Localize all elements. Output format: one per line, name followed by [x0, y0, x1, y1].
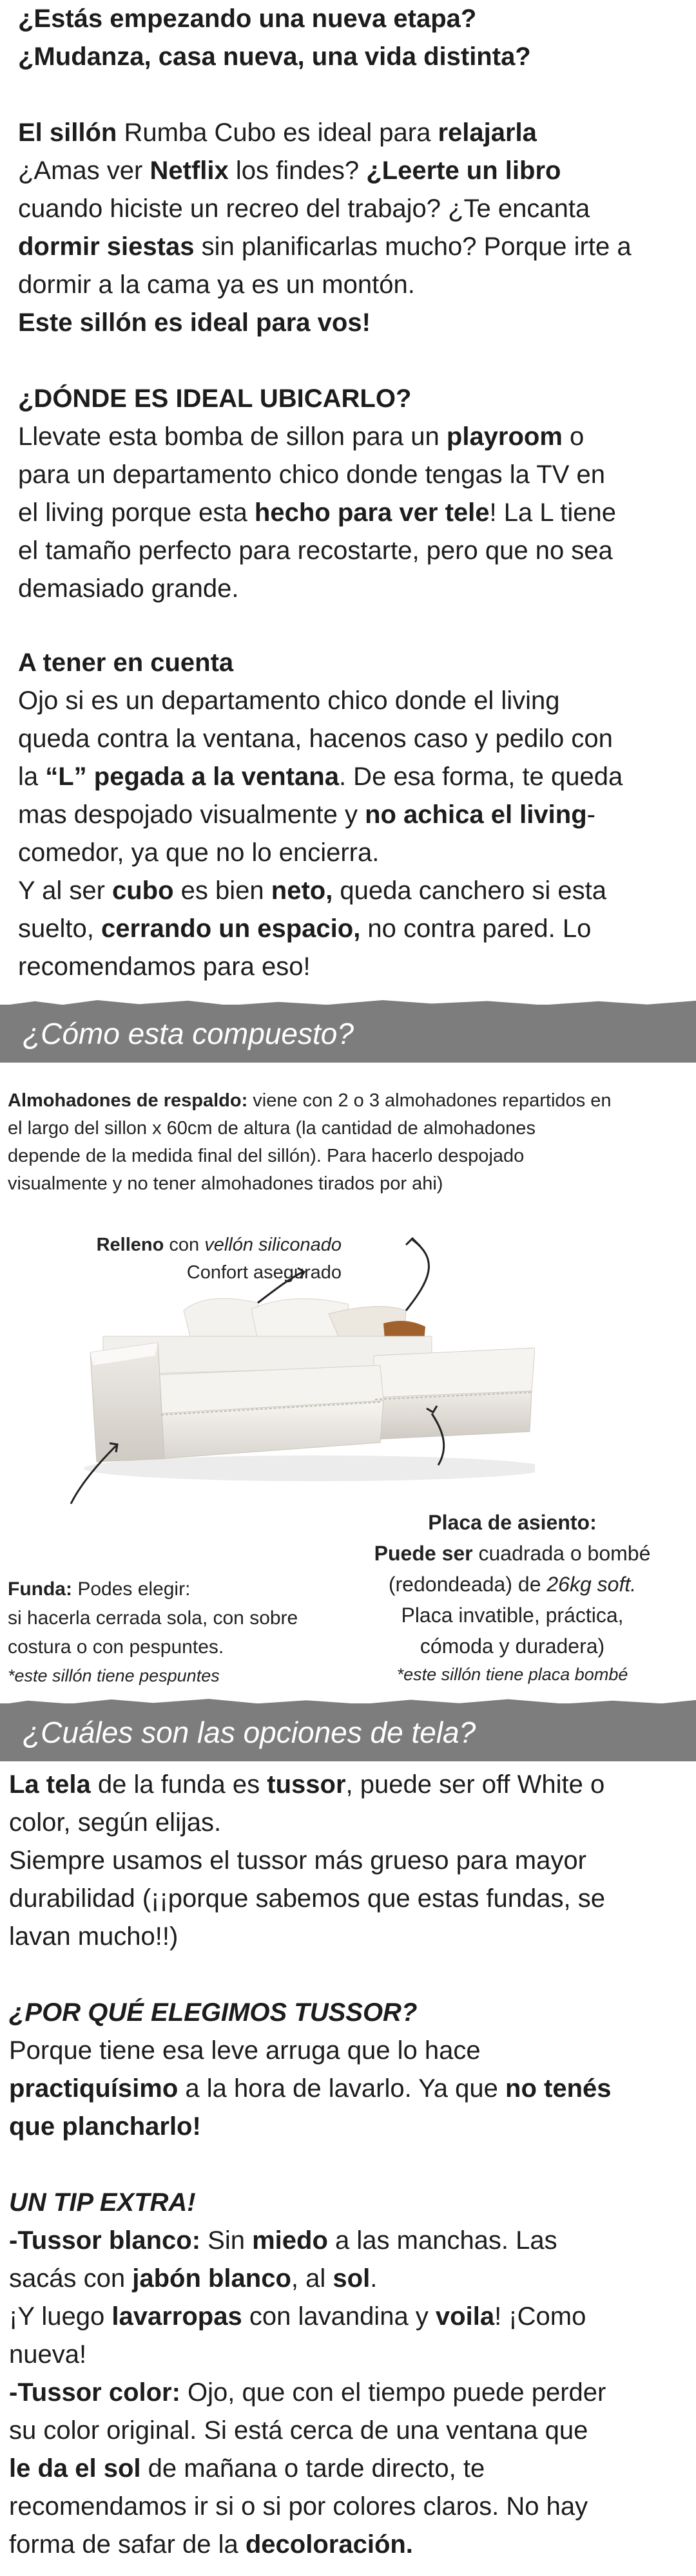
tip1-line-1: -Tussor blanco: Sin miedo a las manchas. Las — [9, 2226, 557, 2255]
intro-question-2: ¿Mudanza, casa nueva, una vida distinta? — [18, 43, 531, 71]
intro-question-1: ¿Estás empezando una nueva etapa? — [18, 5, 477, 33]
tip2-line-3: le da el sol de mañana o tarde directo, te — [9, 2454, 485, 2483]
banner-fabric — [0, 1703, 696, 1761]
arrow-fill — [258, 1272, 303, 1303]
spacer — [18, 76, 682, 114]
keep-line-7: suelto, cerrando un espacio, no contra pared. Lo — [18, 914, 592, 943]
keep-line-6: Y al ser cubo es bien neto, queda canchero si esta — [18, 876, 607, 905]
seat-note: Placa de asiento: Puede ser cuadrada o bombé (redondeada) de 26kg soft. Placa invatible, práctica, cómoda y duradera) *este sillón tiene placa bombé — [374, 1511, 651, 1684]
tip2-line-5: forma de safar de la decoloración. — [9, 2530, 413, 2559]
intro-section — [18, 0, 682, 342]
keep-line-4: mas despojado visualmente y no achica el living- — [18, 800, 595, 829]
fabric-line-1: La tela de la funda es tussor, puede ser off White o — [9, 1770, 605, 1799]
spacer — [9, 2146, 689, 2184]
tip1-line-3: ¡Y luego lavarropas con lavandina y voila! ¡Como — [9, 2302, 586, 2331]
why-line-1: Porque tiene esa leve arruga que lo hace — [9, 2036, 481, 2065]
spacer — [9, 1956, 689, 1994]
where-line-5: demasiado grande. — [18, 574, 239, 603]
keep-line-2: queda contra la ventana, hacenos caso y pedilo con — [18, 724, 613, 753]
fabric-line-2: color, según elijas. — [9, 1808, 222, 1837]
keep-line-3: la “L” pegada a la ventana. De esa forma, te queda — [18, 762, 623, 791]
tip2-line-2: su color original. Si está cerca de una ventana que — [9, 2416, 588, 2445]
chaise-seat — [374, 1348, 535, 1397]
intro-line-5: dormir a la cama ya es un montón. — [18, 270, 415, 299]
fabric-line-5: lavan mucho!!) — [9, 1922, 179, 1951]
arrow-backrest — [406, 1240, 429, 1311]
tip2-line-4: recomendamos ir si o si por colores claros. No hay — [9, 2492, 588, 2521]
intro-line-3: cuando hiciste un recreo del trabajo? ¿Te encanta — [18, 194, 590, 223]
banner-fabric-text: ¿Cuáles son las opciones de tela? — [23, 1716, 476, 1749]
backrest-note: Almohadones de respaldo: viene con 2 o 3 almohadones repartidos en el largo del sillon x 60cm de altura (la cantidad de almohadones depende de la medida final del sillón). Para hacerlo despojado visualmente y no tener almohadones tirados por ahi) — [8, 1090, 612, 1194]
where-line-2: para un departamento chico donde tengas la TV en — [18, 460, 606, 489]
keep-line-1: Ojo si es un departamento chico donde el living — [18, 687, 560, 715]
keep-in-mind-section — [18, 644, 682, 986]
where-line-1: Llevate esta bomba de sillon para un playroom o — [18, 422, 585, 451]
keep-heading: A tener en cuenta — [18, 649, 234, 677]
chaise-front — [374, 1391, 532, 1439]
tip1-line-2: sacás con jabón blanco, al sol. — [9, 2264, 378, 2293]
where-line-4: el tamaño perfecto para recostarte, pero que no sea — [18, 536, 613, 565]
intro-line-1: El sillón Rumba Cubo es ideal para relajarla — [18, 118, 537, 147]
where-line-3: el living porque esta hecho para ver tele! La L tiene — [18, 498, 616, 527]
keep-line-8: recomendamos para eso! — [18, 952, 311, 981]
why-line-3: que plancharlo! — [9, 2112, 201, 2141]
banner-composition-text: ¿Cómo esta compuesto? — [23, 1017, 354, 1050]
keep-line-5: comedor, ya que no lo encierra. — [18, 838, 380, 867]
fabric-line-3: Siempre usamos el tussor más grueso para mayor — [9, 1846, 586, 1875]
fabric-line-4: durabilidad (¡¡porque sabemos que estas fundas, se — [9, 1884, 605, 1913]
intro-line-2: ¿Amas ver Netflix los findes? ¿Leerte un libro — [18, 156, 561, 185]
fabric-section — [9, 1766, 689, 2564]
fill-note: Relleno con vellón siliconado Confort asegurado — [96, 1235, 342, 1283]
where-heading: ¿DÓNDE ES IDEAL UBICARLO? — [18, 384, 412, 413]
intro-line-6: Este sillón es ideal para vos! — [18, 308, 371, 337]
tip1-line-4: nueva! — [9, 2340, 87, 2369]
why-heading: ¿POR QUÉ ELEGIMOS TUSSOR? — [9, 1998, 418, 2027]
arrowhead — [406, 1238, 420, 1246]
tip-heading: UN TIP EXTRA! — [9, 2188, 196, 2217]
sofa-illustration — [45, 1227, 535, 1517]
where-section — [18, 380, 682, 608]
cover-note: Funda: Podes elegir: si hacerla cerrada sola, con sobre costura o con pespuntes. *este sillón tiene pespuntes — [8, 1578, 298, 1685]
banner-composition — [0, 1005, 696, 1063]
intro-line-4: dormir siestas sin planificarlas mucho? Porque irte a — [18, 232, 632, 261]
why-line-2: practiquísimo a la hora de lavarlo. Ya que no tenés — [9, 2074, 612, 2103]
tip2-line-1: -Tussor color: Ojo, que con el tiempo puede perder — [9, 2378, 606, 2407]
